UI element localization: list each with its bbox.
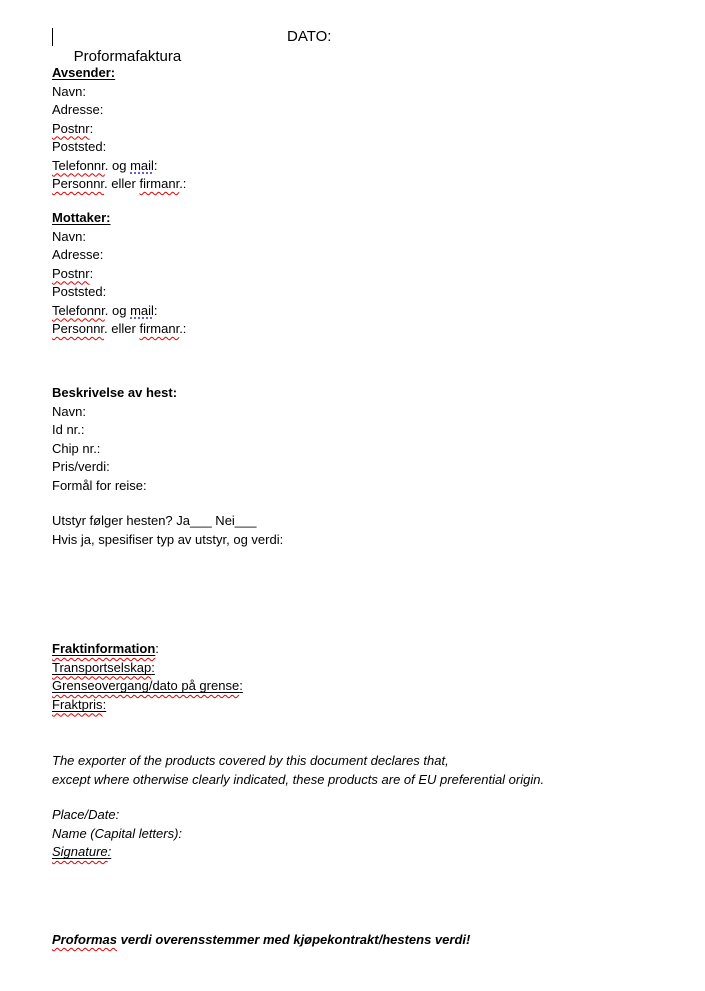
document-title: Proformafaktura: [73, 48, 182, 65]
signature-line: Signature:: [52, 844, 112, 859]
utstyr-question-line: Utstyr følger hesten? Ja___ Nei___: [52, 513, 257, 528]
frakt-pris-line: Fraktpris:: [52, 696, 107, 712]
mottaker-personnr-line: Personnr. eller firmanr.:: [52, 321, 187, 336]
frakt-heading-line: Fraktinformation:: [52, 641, 159, 656]
avsender-section: [52, 64, 186, 194]
frakt-heading: Fraktinformation: [52, 641, 156, 656]
date-label: DATO:: [287, 28, 332, 45]
footer-section: [52, 931, 470, 950]
footer-statement-line: Proformas verdi overensstemmer med kjøpekontrakt/hestens verdi!: [52, 932, 471, 947]
mottaker-postnr-line: Postnr:: [52, 265, 94, 281]
frakt-transport-line: Transportselskap:: [52, 659, 155, 675]
avsender-personnr-line: Personnr. eller firmanr.:: [52, 176, 187, 191]
declaration-line-1: The exporter of the products covered by this document declares that,: [52, 753, 449, 768]
hest-navn-line: Navn:: [52, 403, 86, 419]
mottaker-heading-line: [52, 209, 186, 228]
beskrivelse-heading-line: [52, 384, 177, 403]
mottaker-navn-line: Navn:: [52, 228, 86, 244]
mottaker-poststed-line: Poststed:: [52, 284, 107, 299]
hest-chipnr-line: Chip nr.:: [52, 440, 101, 456]
avsender-adresse-line: Adresse:: [52, 102, 104, 117]
avsender-postnr-line: Postnr:: [52, 120, 94, 136]
avsender-navn-line: Navn:: [52, 83, 86, 99]
declaration-section: [52, 751, 544, 789]
avsender-heading: Avsender:: [52, 65, 116, 80]
hest-formal-line: Formål for reise:: [52, 477, 147, 493]
frakt-section: [52, 640, 243, 714]
signature-section: [52, 806, 182, 862]
beskrivelse-heading: Beskrivelse av hest:: [52, 385, 178, 400]
avsender-telefon-line: Telefonnr. og mail:: [52, 157, 158, 173]
avsender-heading-line: [52, 64, 186, 83]
declaration-line-2: except where otherwise clearly indicated, these products are of EU preferential origin.: [52, 772, 545, 787]
mottaker-adresse-line: Adresse:: [52, 247, 104, 262]
mottaker-section: [52, 209, 186, 339]
name-line: Name (Capital letters):: [52, 825, 183, 841]
hest-idnr-line: Id nr.:: [52, 422, 85, 437]
avsender-poststed-line: Poststed:: [52, 139, 107, 154]
utstyr-section: [52, 511, 283, 549]
title-row: [52, 27, 332, 65]
mottaker-telefon-line: Telefonnr. og mail:: [52, 302, 158, 318]
utstyr-specify-line: Hvis ja, spesifiser typ av utstyr, og verdi:: [52, 532, 284, 547]
place-date-line: Place/Date:: [52, 807, 120, 822]
hest-pris-line: Pris/verdi:: [52, 459, 110, 474]
beskrivelse-section: [52, 384, 177, 495]
mottaker-heading: Mottaker:: [52, 210, 111, 225]
frakt-grense-line: Grenseovergang/dato på grense:: [52, 678, 243, 693]
